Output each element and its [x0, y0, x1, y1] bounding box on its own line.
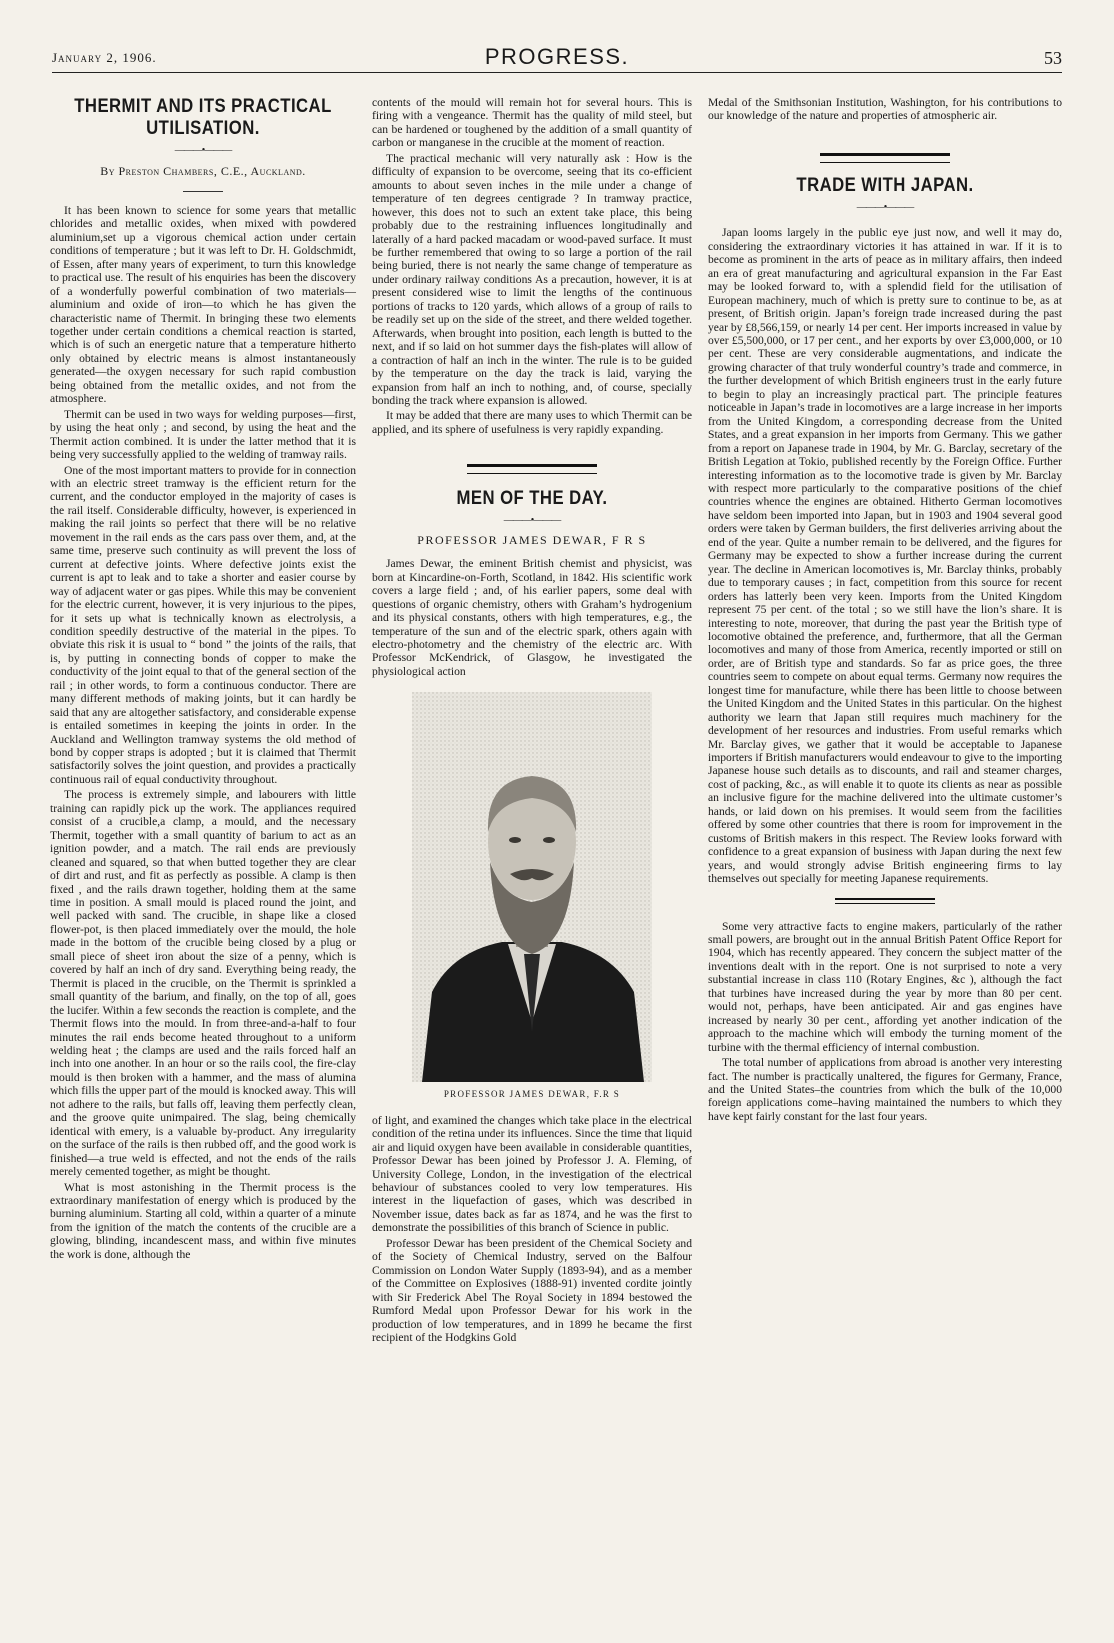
short-rule: [183, 191, 223, 192]
section-rule: [820, 153, 950, 163]
dewar-portrait: [412, 692, 652, 1082]
thermit-continuation: The practical mechanic will very naturally ask : How is the difficulty of expansion to be overcome, seeing that its co-efficient amounts to about seven inches in the mile under a change of temperature of ten degrees centigrade ? In tramway practice, however, this does not to such an extent take place, this being probably due to the restraining influences longitudinally and laterally of a hard packed macadam or wood-paved surface. It must be further remembered that owing to so large a portion of the rail being buried, there is not nearly the same change of temperature as under ordinary railway conditions As a precaution, however, it is at present considered wise to limit the lengths of the continuous portions of tracks to 120 yards, which allows of a group of rails to be readily set up on the side of the street, and there welded together. Afterwards, when brought into position, each length is butted to the next, and if so laid on hot summer days the fish-plates will allow of a contraction of half an inch in the winter. The rule is to be guided by the temperature on the day the track is laid, varying the expansion from half an inch to nothing, and, of course, specially bonding the track where expansion is allowed.: [372, 151, 692, 407]
thermit-byline: By Preston Chambers, C.E., Auckland.: [100, 164, 306, 179]
page-header: [52, 44, 1062, 73]
patents-paragraph: Some very attractive facts to engine makers, particularly of the rather small powers, are brought out in the annual British Patent Office Report for 1904, which has recently appeared. They concern the subject matter of the inventions dealt with in the report. One is not surprised to note a very substantial increase in class 110 (Rotary Engines, &c ), although the fact that turbines have increased during the year by more than 80 per cent. would not, perhaps, have been anticipated. Air and gas engines have increased by nearly 30 per cent., affording yet another indication of the approach to the machine which will embody the turning moment of the turbine with the thermal efficiency of internal combustion.: [708, 919, 1062, 1054]
column-2: [372, 96, 692, 1346]
dewar-paragraph: James Dewar, the eminent British chemist and physicist, was born at Kincardine-on-Forth, Scotland, in 1842. His scientific work covers a large field ; and, of his earlier papers, some deal with questions of organic chemistry, others with Graham’s hydrogenium and its physical constants, others with high temperatures, e.g., the temperature of the sun and of the electric spark, others again with electro-photometry and the chemistry of the electric arc. With Professor McKendrick, of Glasgow, he investigated the physiological action: [372, 557, 692, 678]
ornament-divider: ———•———: [503, 515, 561, 527]
japan-headline: TRADE WITH JAPAN.: [796, 174, 974, 196]
thermit-paragraph: It has been known to science for some years that metallic chlorides and metallic oxides, when mixed with powdered aluminium,set up a vigorous chemical action under certain conditions of temperature ; but it was left to Dr. H. Goldschmidt, of Essen, after many years of experiment, to turn this knowledge to practical use. The result of his enquiries has been the discovery of a wonderfully powerful combination of two materials—aluminium and oxide of iron—to which he has given the characteristic name of Thermit. In bringing these two elements together under certain conditions a chemical reaction is started, which is of such an energetic nature that a temperature hitherto only obtained by electric means is almost instantaneously generated—the oxygen necessary for such rapid combustion being obtained from the metallic oxides, and not from the atmosphere.: [50, 203, 356, 406]
portrait-caption: PROFESSOR JAMES DEWAR, F.R S: [443, 1089, 621, 1100]
dewar-paragraph: Professor Dewar has been president of the Chemical Society and of the Society of Chemical Industry, served on the Balfour Commission on London Water Supply (1893-94), and as a member of the Committee on Explosives (1888-91) invented cordite jointly with Sir Frederick Abel The Royal Society in 1894 bestowed the Rumford Medal upon Professor Dewar for his work in the production of low temperatures, and in 1899 he became the first recipient of the Hodgkins Gold: [372, 1236, 692, 1345]
dewar-subtitle: PROFESSOR JAMES DEWAR, F R S: [417, 532, 647, 547]
section-rule: [835, 898, 935, 904]
thermit-paragraph: What is most astonishing in the Thermit process is the extraordinary manifestation of energy which is produced by the burning aluminium. Starting all cold, within a quarter of a minute from the ignition of the match the contents of the crucible are a glowing, blinding, incandescent mass, and within five minutes the work is done, although the: [50, 1180, 356, 1261]
issue-date: January 2, 1906.: [52, 50, 157, 65]
patents-paragraph: The total number of applications from abroad is another very interesting fact. The number is practically unaltered, the figures for Germany, France, and the United States–the countries from which the bulk of the 10,000 foreign applications come–having maintained the numbers to which they have kept fairly constant for the last four years.: [708, 1056, 1062, 1123]
thermit-paragraph: The process is extremely simple, and labourers with little training can rapidly pick up the work. The appliances required consist of a crucible,a clamp, a mould, and the necessary Thermit, together with a small quantity of barium to act as an ignition powder, and a match. The rail ends are previously cleaned and squared, so that when butted together they are clear of dirt and rust, and fit as perfectly as possible. A clamp is then fixed , and the rails drawn together, holding them at the same time in position. A small mould is placed round the joint, and well packed with sand. The crucible, in shape like a closed flower-pot, is then placed immediately over the mould, the hole made in the bottom of the crucible being closed by a plug or small piece of sheet iron about the size of a penny, which is covered by half an inch of dry sand. Everything being ready, the Thermit is placed in the crucible, on the Thermit is sprinkled a small quantity of the barium, and finally, on the top of all, goes the lucifer. Within a few seconds the reaction is complete, and the Thermit flows into the mould. In from three-and-a-half to four minutes the rail ends become heated throughout to a uniform welding heat ; the clamps are used and the rails forced half an inch into one another. In an hour or so the rails cool, the fire-clay mould is then broken with a hammer, and the mass of alumina which fills the upper part of the mould is knocked away. This will not adhere to the rails, but falls off, leaving them perfectly clean, and the groove quite unimpaired. The slag, being chemically identical with emery, is a valuable by-product. Any irregularity on the surface of the rails is then rubbed off, and the good work is finished—a true weld is effected, and not the ends of the rails merely cemented together, as might be thought.: [50, 788, 356, 1179]
section-rule: [467, 464, 597, 474]
thermit-paragraph: Thermit can be used in two ways for welding purposes—first, by using the heat only ; and second, by using the heat and the Thermit action combined. It is under the latter method that it is being very successfully applied to the welding of tramway rails.: [50, 407, 356, 462]
portrait-figure: [412, 692, 652, 1101]
page-number: 53: [1044, 48, 1062, 68]
thermit-headline: THERMIT AND ITS PRACTICAL UTILISATION.: [74, 96, 332, 139]
japan-paragraph: Japan looms largely in the public eye just now, and well it may do, considering the extraordinary victories it has attained in war. If it is to become as prominent in the arts of peace as in military affairs, then indeed an era of great manufacturing and agricultural expansion in the Far East may be looked forward to, with a splendid field for the utilisation of European machinery, much of which is pretty sure to continue to be, as at present, of British origin. Japan’s foreign trade increased during the past year by £8,566,159, or nearly 14 per cent. Her imports increased in value by over £5,500,000, or 17 per cent., and her exports by over £3,000,000, or 10 per cent. These are very considerable augmentations, and indicate the growing character of that truly wonderful country’s trade and commerce, in the further development of which British engineers trust in the early future to begin to play an increasingly practical part. The principle features noticeable in Japan’s trade in locomotives are a large increase in her imports from the United Kingdom, a corresponding decrease from the United States, and a great expansion in her imports from Germany. This we gather from a report on Japanese trade in 1904, by Mr. G. Barclay, secretary of the British Legation at Tokio, published recently by the Foreign Office. Further interesting information as to the locomotive trade is given by Mr. Barclay with respect more particularly to the comparative positions of the chief countries whence the engines are obtained. Hitherto German locomotives have seldom been imported into Japan, but in 1903 and 1904 several good orders were taken by German builders, the first deliveries arriving about the end of the year. Quite a number remain to be delivered, and the figures for Germany may be expected to show a further increase during the current year. The decline in American locomotives is, Mr. Barclay thinks, probably due to temporary causes ; in fact, competition from this source for recent orders has latterly been very keen. Imports from the United Kingdom represent 75 per cent. of the total ; so we still have the lion’s share. It is interesting to note, moreover, that during the past year the British type of locomotive obtained the preference, and, furthermore, that all the German locomotives and many of those from America, recently imported or still on order, are of British type and standards. So far as price goes, the three countries seem to compete on about equal terms. Germany now requires the longest time for manufacture, while there has been little to choose between the United Kingdom and the United States in this particular. On the highest authority we learn that Japan still requires much machinery for the development of her resources and industries. From useful remarks which Mr. Barclay gives, we gather that it would be acceptable to Japanese importers if British manufacturers would endeavour to give to the importing Japanese house such details as to discounts, and rail and steamer charges, cost of packing, &c., as will enable it to quote its clients as near as possible an inclusive figure for the machine delivered into the ultimate customer’s hands, or laid down on his premises. It would seem from the facilities offered by some other countries that there is room for improvement in the customs of British makers in this respect. The Review looks forward with confidence to a great expansion of business with Japan during the next few years, and would strongly advise British engineering firms to lay themselves out specially for meeting Japanese requirements.: [708, 226, 1062, 886]
column-3: [708, 96, 1062, 1125]
ornament-divider: ———•———: [174, 145, 232, 156]
column-1: [50, 96, 356, 1263]
dewar-paragraph: of light, and examined the changes which take place in the electrical condition of the retina under its influences. Since the time that liquid air and liquid oxygen have been available in considerable quantities, Professor Dewar has been joined by Professor J. A. Fleming, of University College, London, in the investigation of the electrical behaviour of substances cooled to very low temperatures. His interest in the liquefaction of gases, which was described in November issue, dates back as far as 1874, and he was the first to demonstrate the possibilities of this branch of Science in public.: [372, 1113, 692, 1235]
journal-title: PROGRESS.: [484, 44, 630, 69]
thermit-paragraph: One of the most important matters to provide for in connection with an electric street tramway is the efficient return for the current, and the conductor employed in the majority of cases is the rail itself. Considerable difficulty, however, is experienced in making the rail joints so perfect that there will be no relative movement in the rail ends as the cars pass over them, and, at the same time, preserve such continuity as will prevent the loss of current at defective joints. Where defective joints exist the current is apt to leak and to take a shorter and easier course by way of adjacent water or gas pipes. While this may be convenient for the electric current, however, it is very injurious to the pipes, for it sets up what is technically known as electrolysis, a condition speedily destructive of the material in the pipes. To obviate this risk it is usual to “ bond ” the joints of the rails, that is, by putting in connecting bonds of copper to make the conductivity of the joint equal to that of the general section of the rail ; in other words, to form a continuous conductor. There are many different methods of making joints, but it can hardly be said that any are altogether satisfactory, and considerable expense is entailed sometimes in keeping the joints in order. In the Auckland and Wellington tramway systems the old method of bond by copper straps is adopted ; but it is claimed that Thermit satisfactorily solves the joint question, and provides a practically continuous rail of equal conductivity throughout.: [50, 463, 356, 786]
thermit-continuation: It may be added that there are many uses to which Thermit can be applied, and its sphere of usefulness is very rapidly expanding.: [372, 409, 692, 436]
men-of-the-day-headline: MEN OF THE DAY.: [456, 488, 608, 510]
thermit-continuation: contents of the mould will remain hot for several hours. This is firing with a vengeance. Thermit has the quality of mild steel, but can be hardened or toughened by the addition of a small quantity of carbon or manganese in the crucible at the moment of reaction.: [372, 96, 692, 150]
ornament-divider: ———•———: [856, 201, 914, 213]
dewar-continuation: Medal of the Smithsonian Institution, Washington, for his contributions to our knowledge of the nature and properties of atmospheric air.: [708, 96, 1062, 123]
